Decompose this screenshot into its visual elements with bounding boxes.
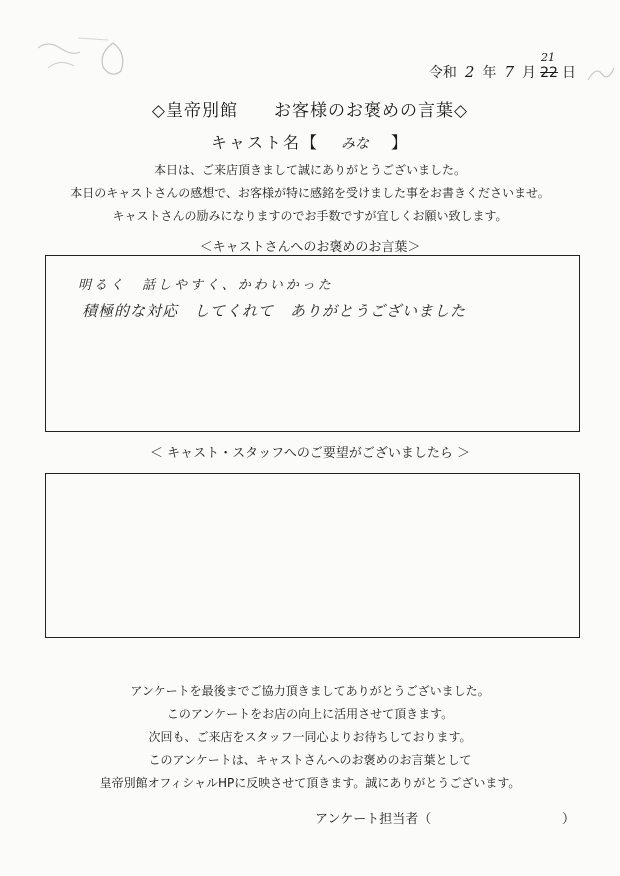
- day-corrected: 21: [541, 51, 555, 64]
- intro-text: [0, 159, 620, 228]
- survey-staff-line: [315, 808, 575, 827]
- intro-line: 本日は、ご来店頂きまして誠にありがとうございました。: [153, 163, 466, 177]
- request-section-label: ＜ キャスト・スタッフへのご要望がございましたら ＞: [149, 446, 470, 461]
- cast-name-close: 】: [391, 133, 410, 152]
- cast-name-label: キャスト名【: [210, 133, 319, 152]
- day-value: [538, 51, 560, 81]
- outro-line: このアンケートをお店の向上に活用させて頂きます。: [166, 707, 454, 721]
- handwritten-comment-line: 明るく 話しやすく、かわいかった: [78, 278, 334, 293]
- survey-staff-label: アンケート担当者（: [315, 812, 432, 827]
- outro-line: 皇帝別館オフィシャルHPに反映させて頂きます。誠にありがとうございます。: [99, 776, 521, 790]
- month-value: 7: [504, 63, 514, 81]
- page-title: ◇皇帝別館 お客様のお褒めの言葉◇: [151, 101, 469, 121]
- cast-name-line: [0, 130, 620, 153]
- month-unit: 月: [522, 65, 536, 81]
- praise-section-label: ＜キャストさんへのお褒めのお言葉＞: [199, 240, 421, 255]
- era-label: 令和: [428, 65, 457, 81]
- outro-text: [0, 680, 620, 795]
- outro-line: 次回も、ご来店をスタッフ一同心よりお待ちしております。: [148, 730, 472, 744]
- faint-stamp-mark: [18, 28, 158, 88]
- year-value: 2: [464, 63, 475, 81]
- survey-staff-close: ）: [561, 812, 575, 827]
- outro-line: このアンケートは、キャストさんへのお褒めのお言葉として: [148, 753, 472, 767]
- intro-line: キャストさんの励みになりますのでお手数ですが宜しくお願い致します。: [112, 209, 508, 223]
- faint-corner-mark: [584, 60, 616, 86]
- day-crossed: 22: [540, 65, 558, 81]
- date-line: [428, 51, 576, 82]
- outro-line: アンケートを最後までご協力頂きましてありがとうございました。: [130, 684, 490, 698]
- intro-line: 本日のキャストさんの感想で、お客様が特に感銘を受けました事をお書きくださいませ。: [70, 186, 550, 200]
- request-comment-box[interactable]: [45, 473, 580, 638]
- handwritten-comment-line: 積極的な対応 してくれて ありがとうございました: [82, 302, 467, 320]
- praise-comment-box[interactable]: [45, 255, 580, 432]
- cast-name-value: みな: [341, 136, 369, 152]
- year-unit: 年: [482, 65, 497, 81]
- day-unit: 日: [562, 65, 576, 81]
